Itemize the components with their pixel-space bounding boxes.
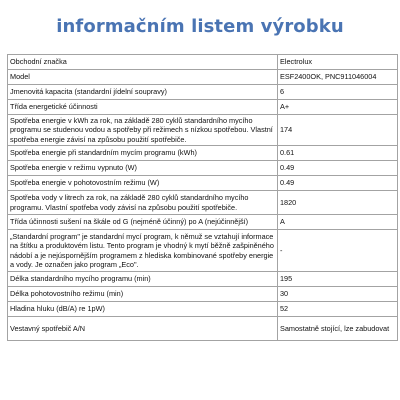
row-value: A+ [278, 100, 398, 115]
row-value: A [278, 215, 398, 230]
row-value: 174 [278, 115, 398, 146]
table-row [8, 302, 398, 317]
row-label: Spotřeba energie v režimu vypnuto (W) [8, 161, 278, 176]
table-row [8, 191, 398, 215]
row-value: 52 [278, 302, 398, 317]
row-value: Electrolux [278, 55, 398, 70]
row-label: Obchodní značka [8, 55, 278, 70]
row-label: Délka pohotovostního režimu (min) [8, 287, 278, 302]
table-row [8, 317, 398, 341]
table-row [8, 85, 398, 100]
row-value: 0.61 [278, 146, 398, 161]
row-value: 0.49 [278, 176, 398, 191]
row-label: Spotřeba energie v pohotovostním režimu (W) [8, 176, 278, 191]
table-row [8, 146, 398, 161]
row-label: Spotřeba energie v kWh za rok, na základě 280 cyklů standardního mycího programu se studenou vodou a spotřeby při režimech s nízkou spotřebou. Vlastní spotřeba energie závisí na způsobu použití spotřebiče. [8, 115, 278, 146]
row-label: Třída účinnosti sušení na škále od G (nejméně účinný) po A (nejúčinnější) [8, 215, 278, 230]
row-label: „Standardní program" je standardní mycí program, k němuž se vztahují informace na štítku a produktovém listu. Tento program je vhodný k mytí běžně zašpiněného nádobí a je nejúspornějším programem z hlediska kombinované spotřeby energie a vody. Je označen jako program „Eco". [8, 230, 278, 272]
row-value: 0.49 [278, 161, 398, 176]
table-row [8, 230, 398, 272]
row-label: Spotřeba energie při standardním mycím programu (kWh) [8, 146, 278, 161]
table-row [8, 287, 398, 302]
row-label: Hladina hluku (dB/A) re 1pW) [8, 302, 278, 317]
row-label: Jmenovitá kapacita (standardní jídelní soupravy) [8, 85, 278, 100]
row-label: Model [8, 70, 278, 85]
table-row [8, 115, 398, 146]
row-value: 6 [278, 85, 398, 100]
row-value: ESF2400OK, PNC911046004 [278, 70, 398, 85]
table-row [8, 161, 398, 176]
table-row [8, 215, 398, 230]
row-value: 1820 [278, 191, 398, 215]
table-row [8, 176, 398, 191]
table-row [8, 272, 398, 287]
row-value: - [278, 230, 398, 272]
row-value: 30 [278, 287, 398, 302]
table-row [8, 70, 398, 85]
spec-table [7, 54, 398, 341]
row-label: Třída energetické účinnosti [8, 100, 278, 115]
page-title: informačním listem výrobku [56, 16, 344, 37]
row-value: Samostatně stojící, lze zabudovat [278, 317, 398, 341]
row-label: Délka standardního mycího programu (min) [8, 272, 278, 287]
table-row [8, 100, 398, 115]
row-value: 195 [278, 272, 398, 287]
table-row [8, 55, 398, 70]
row-label: Vestavný spotřebič A/N [8, 317, 278, 341]
row-label: Spotřeba vody v litrech za rok, na základě 280 cyklů standardního mycího programu. Vlastní spotřeba vody závisí na způsobu použití spotřebiče. [8, 191, 278, 215]
